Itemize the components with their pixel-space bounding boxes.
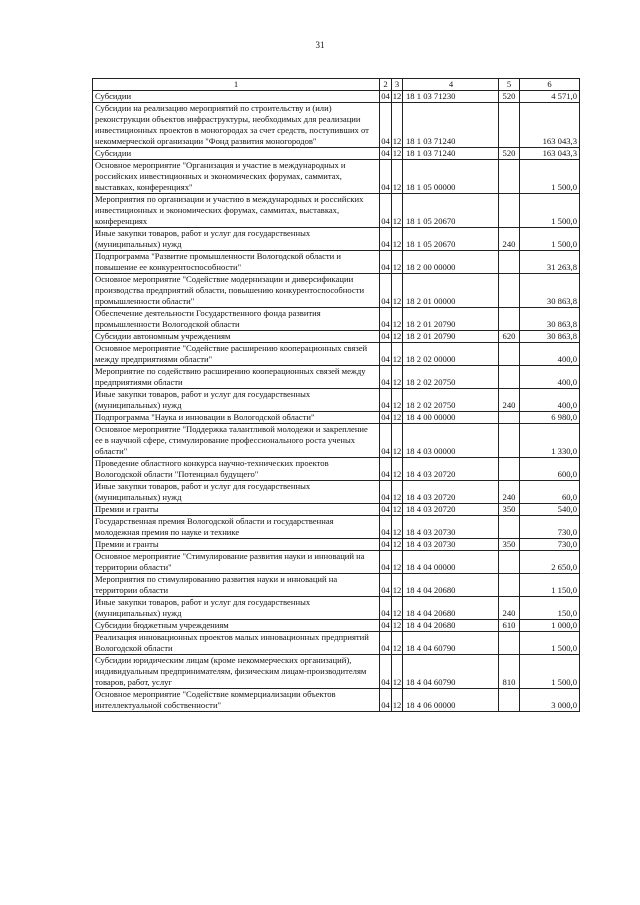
table-row [93, 551, 580, 574]
row-target-article-cell: 18 2 01 20790 [403, 308, 499, 331]
row-target-article-cell: 18 2 02 20750 [403, 389, 499, 412]
row-name-cell: Субсидии [93, 148, 380, 160]
row-section-cell: 04 [380, 655, 392, 689]
row-section-cell: 04 [381, 620, 390, 630]
row-name-cell: Подпрограмма "Наука и инновации в Вологодской области" [93, 412, 380, 424]
table-row [93, 308, 580, 331]
row-expense-type-cell [499, 574, 520, 597]
row-amount-cell: 400,0 [520, 389, 580, 412]
row-expense-type-cell [499, 458, 520, 481]
row-expense-type-cell: 350 [499, 539, 520, 551]
row-amount-cell: 730,0 [520, 516, 580, 539]
header-cell: 3 [392, 79, 403, 91]
row-name-cell: Иные закупки товаров, работ и услуг для государственных (муниципальных) нужд [93, 481, 380, 504]
row-subsection-cell: 12 [392, 389, 403, 412]
table-row [93, 366, 580, 389]
row-target-article-cell: 18 2 01 00000 [403, 274, 499, 308]
row-subsection-cell: 12 [392, 308, 403, 331]
row-name-cell: Проведение областного конкурса научно-технических проектов Вологодской области "Потенциал будущего" [93, 458, 380, 481]
row-target-article-cell: 18 1 03 71240 [403, 148, 499, 160]
row-amount-cell: 6 980,0 [520, 412, 580, 424]
row-amount-cell: 163 043,3 [520, 103, 580, 148]
row-subsection-cell: 12 [392, 504, 402, 514]
table-row [93, 251, 580, 274]
row-amount-cell: 3 000,0 [520, 689, 580, 712]
row-name-cell: Мероприятия по организации и участию в международных и российских инвестиционных и экономических форумах, саммитах, выставках, конференциях [93, 194, 380, 228]
row-target-article-cell: 18 1 05 20670 [403, 194, 499, 228]
table-row [93, 228, 580, 251]
row-amount-cell: 730,0 [520, 539, 580, 551]
row-section-cell: 04 [380, 632, 392, 655]
row-section-cell: 04 [380, 251, 392, 274]
row-subsection-cell: 12 [392, 655, 403, 689]
row-amount-cell: 30 863,8 [520, 274, 580, 308]
row-subsection-cell: 12 [392, 689, 403, 712]
row-name-cell: Подпрограмма "Развитие промышленности Вологодской области и повышение ее конкурентоспособности" [93, 251, 380, 274]
row-section-cell: 04 [380, 424, 392, 458]
row-subsection-cell: 12 [392, 516, 403, 539]
row-name-cell: Премии и гранты [93, 504, 380, 516]
row-name-cell: Субсидии юридическим лицам (кроме некоммерческих организаций), индивидуальным предпринимателям, физическим лицам-производителям товаров, работ, услуг [93, 655, 380, 689]
row-amount-cell: 540,0 [520, 504, 580, 516]
row-section-cell: 04 [380, 689, 392, 712]
table-row [93, 504, 580, 516]
row-subsection-cell: 12 [392, 539, 402, 549]
row-subsection-cell: 12 [392, 597, 403, 620]
row-expense-type-cell: 520 [499, 91, 520, 103]
row-target-article-cell: 18 4 03 20730 [403, 539, 499, 551]
row-section-cell: 04 [380, 458, 392, 481]
row-amount-cell: 30 863,8 [520, 308, 580, 331]
row-expense-type-cell: 610 [499, 620, 520, 632]
row-target-article-cell: 18 2 02 00000 [403, 343, 499, 366]
row-name-cell: Иные закупки товаров, работ и услуг для государственных (муниципальных) нужд [93, 228, 380, 251]
row-expense-type-cell: 240 [499, 597, 520, 620]
row-target-article-cell: 18 1 03 71240 [403, 103, 499, 148]
table-row [93, 389, 580, 412]
row-target-article-cell: 18 4 04 60790 [403, 632, 499, 655]
row-expense-type-cell [499, 424, 520, 458]
row-section-cell: 04 [380, 343, 392, 366]
header-cell: 6 [520, 79, 580, 91]
table-row [93, 424, 580, 458]
row-target-article-cell: 18 2 02 20750 [403, 366, 499, 389]
row-name-cell: Основное мероприятие "Организация и участие в международных и российских инвестиционных и экономических форумах, саммитах, выставках, конференциях" [93, 160, 380, 194]
row-name-cell: Премии и гранты [93, 539, 380, 551]
row-name-cell: Основное мероприятие "Стимулирование развития науки и инноваций на территории области" [93, 551, 380, 574]
row-name-cell: Субсидии [93, 91, 380, 103]
row-expense-type-cell [499, 274, 520, 308]
table-row [93, 481, 580, 504]
row-subsection-cell: 12 [392, 551, 403, 574]
row-subsection-cell: 12 [392, 148, 402, 158]
row-expense-type-cell [499, 516, 520, 539]
row-expense-type-cell: 810 [499, 655, 520, 689]
row-section-cell: 04 [380, 160, 392, 194]
row-name-cell: Основное мероприятие "Поддержка талантливой молодежи и закрепление ее в научной сфере, стимулирование профессионального роста ученых области" [93, 424, 380, 458]
row-subsection-cell: 12 [392, 160, 403, 194]
row-name-cell: Основное мероприятие "Содействие расширению кооперационных связей между предприятиями области" [93, 343, 380, 366]
table-row [93, 689, 580, 712]
row-expense-type-cell [499, 103, 520, 148]
row-section-cell: 04 [380, 274, 392, 308]
row-amount-cell: 400,0 [520, 343, 580, 366]
row-subsection-cell: 12 [392, 343, 403, 366]
table-row [93, 274, 580, 308]
row-section-cell: 04 [381, 331, 390, 341]
row-target-article-cell: 18 1 05 00000 [403, 160, 499, 194]
row-name-cell: Государственная премия Вологодской области и государственная молодежная премия по науке и технике [93, 516, 380, 539]
row-section-cell: 04 [380, 574, 392, 597]
row-expense-type-cell: 240 [499, 389, 520, 412]
table-row [93, 148, 580, 160]
header-cell: 1 [93, 79, 380, 91]
row-section-cell: 04 [380, 516, 392, 539]
row-name-cell: Реализация инновационных проектов малых инновационных предприятий Вологодской области [93, 632, 380, 655]
row-name-cell: Субсидии бюджетным учреждениям [93, 620, 380, 632]
row-subsection-cell: 12 [392, 620, 402, 630]
row-section-cell: 04 [380, 389, 392, 412]
row-expense-type-cell [499, 689, 520, 712]
row-amount-cell: 1 500,0 [520, 632, 580, 655]
budget-table [92, 78, 580, 712]
row-name-cell: Иные закупки товаров, работ и услуг для государственных (муниципальных) нужд [93, 597, 380, 620]
row-amount-cell: 1 330,0 [520, 424, 580, 458]
row-expense-type-cell: 520 [499, 148, 520, 160]
row-section-cell: 04 [381, 412, 390, 422]
row-subsection-cell: 12 [392, 194, 403, 228]
row-amount-cell: 150,0 [520, 597, 580, 620]
row-target-article-cell: 18 1 03 71230 [403, 91, 499, 103]
row-section-cell: 04 [380, 194, 392, 228]
row-subsection-cell: 12 [392, 458, 403, 481]
header-cell: 2 [380, 79, 392, 91]
row-expense-type-cell [499, 551, 520, 574]
row-subsection-cell: 12 [392, 574, 403, 597]
row-expense-type-cell: 620 [499, 331, 520, 343]
row-expense-type-cell [499, 632, 520, 655]
row-subsection-cell: 12 [392, 91, 402, 101]
row-section-cell: 04 [381, 504, 390, 514]
row-expense-type-cell [499, 343, 520, 366]
row-subsection-cell: 12 [392, 228, 403, 251]
row-subsection-cell: 12 [392, 424, 403, 458]
row-expense-type-cell [499, 160, 520, 194]
row-target-article-cell: 18 4 00 00000 [403, 412, 499, 424]
row-subsection-cell: 12 [392, 331, 402, 341]
row-name-cell: Мероприятия по стимулированию развития науки и инноваций на территории области [93, 574, 380, 597]
row-amount-cell: 1 000,0 [520, 620, 580, 632]
row-section-cell: 04 [380, 228, 392, 251]
row-section-cell: 04 [380, 366, 392, 389]
row-amount-cell: 1 500,0 [520, 160, 580, 194]
table-row [93, 343, 580, 366]
row-section-cell: 04 [380, 308, 392, 331]
row-target-article-cell: 18 4 04 60790 [403, 655, 499, 689]
row-amount-cell: 163 043,3 [520, 148, 580, 160]
row-target-article-cell: 18 4 04 00000 [403, 551, 499, 574]
row-amount-cell: 31 263,8 [520, 251, 580, 274]
row-name-cell: Мероприятие по содействию расширению кооперационных связей между предприятиями области [93, 366, 380, 389]
row-section-cell: 04 [380, 551, 392, 574]
row-name-cell: Обеспечение деятельности Государственного фонда развития промышленности Вологодской области [93, 308, 380, 331]
row-subsection-cell: 12 [392, 412, 402, 422]
row-amount-cell: 4 571,0 [520, 91, 580, 103]
table-row [93, 574, 580, 597]
table-row [93, 412, 580, 424]
table-row [93, 655, 580, 689]
row-subsection-cell: 12 [392, 274, 403, 308]
table-header-row [93, 79, 580, 91]
row-amount-cell: 1 500,0 [520, 228, 580, 251]
row-name-cell: Основное мероприятие "Содействие модернизации и диверсификации производства предприятий области, повышению конкурентоспособности промышленности области" [93, 274, 380, 308]
table-row [93, 458, 580, 481]
table-row [93, 194, 580, 228]
row-expense-type-cell: 350 [499, 504, 520, 516]
row-section-cell: 04 [380, 481, 392, 504]
row-target-article-cell: 18 4 03 20720 [403, 458, 499, 481]
page-number: 31 [315, 40, 325, 50]
table-row [93, 516, 580, 539]
row-section-cell: 04 [380, 597, 392, 620]
row-target-article-cell: 18 4 04 20680 [403, 597, 499, 620]
row-target-article-cell: 18 4 06 00000 [403, 689, 499, 712]
row-amount-cell: 2 650,0 [520, 551, 580, 574]
row-section-cell: 04 [380, 103, 392, 148]
row-target-article-cell: 18 4 03 20730 [403, 516, 499, 539]
row-section-cell: 04 [381, 148, 390, 158]
row-expense-type-cell: 240 [499, 481, 520, 504]
row-expense-type-cell [499, 308, 520, 331]
table-row [93, 597, 580, 620]
row-amount-cell: 1 500,0 [520, 194, 580, 228]
row-amount-cell: 600,0 [520, 458, 580, 481]
row-expense-type-cell [499, 366, 520, 389]
row-target-article-cell: 18 4 03 20720 [403, 504, 499, 516]
row-subsection-cell: 12 [392, 481, 403, 504]
row-expense-type-cell [499, 251, 520, 274]
row-target-article-cell: 18 2 01 20790 [403, 331, 499, 343]
table-row [93, 160, 580, 194]
row-expense-type-cell [499, 412, 520, 424]
row-target-article-cell: 18 1 05 20670 [403, 228, 499, 251]
row-name-cell: Основное мероприятие "Содействие коммерциализации объектов интеллектуальной собственности" [93, 689, 380, 712]
row-amount-cell: 60,0 [520, 481, 580, 504]
table-row [93, 103, 580, 148]
row-expense-type-cell: 240 [499, 228, 520, 251]
row-subsection-cell: 12 [392, 632, 403, 655]
row-target-article-cell: 18 2 00 00000 [403, 251, 499, 274]
row-expense-type-cell [499, 194, 520, 228]
header-cell: 5 [499, 79, 520, 91]
row-amount-cell: 30 863,8 [520, 331, 580, 343]
row-subsection-cell: 12 [392, 103, 403, 148]
row-target-article-cell: 18 4 04 20680 [403, 574, 499, 597]
row-subsection-cell: 12 [392, 251, 403, 274]
header-cell: 4 [403, 79, 499, 91]
row-subsection-cell: 12 [392, 366, 403, 389]
table-row [93, 539, 580, 551]
row-target-article-cell: 18 4 03 00000 [403, 424, 499, 458]
row-target-article-cell: 18 4 04 20680 [403, 620, 499, 632]
row-target-article-cell: 18 4 03 20720 [403, 481, 499, 504]
row-amount-cell: 1 150,0 [520, 574, 580, 597]
row-name-cell: Иные закупки товаров, работ и услуг для государственных (муниципальных) нужд [93, 389, 380, 412]
row-name-cell: Субсидии на реализацию мероприятий по строительству и (или) реконструкции объектов инфраструктуры, необходимых для реализации инвестиционных проектов в моногородах за счет средств, поступивших от некоммерческой организации "Фонд развития моногородов" [93, 103, 380, 148]
table-row [93, 331, 580, 343]
table-row [93, 91, 580, 103]
row-section-cell: 04 [381, 539, 390, 549]
row-name-cell: Субсидии автономным учреждениям [93, 331, 380, 343]
table-row [93, 620, 580, 632]
row-amount-cell: 1 500,0 [520, 655, 580, 689]
table-row [93, 632, 580, 655]
row-section-cell: 04 [381, 91, 390, 101]
row-amount-cell: 400,0 [520, 366, 580, 389]
